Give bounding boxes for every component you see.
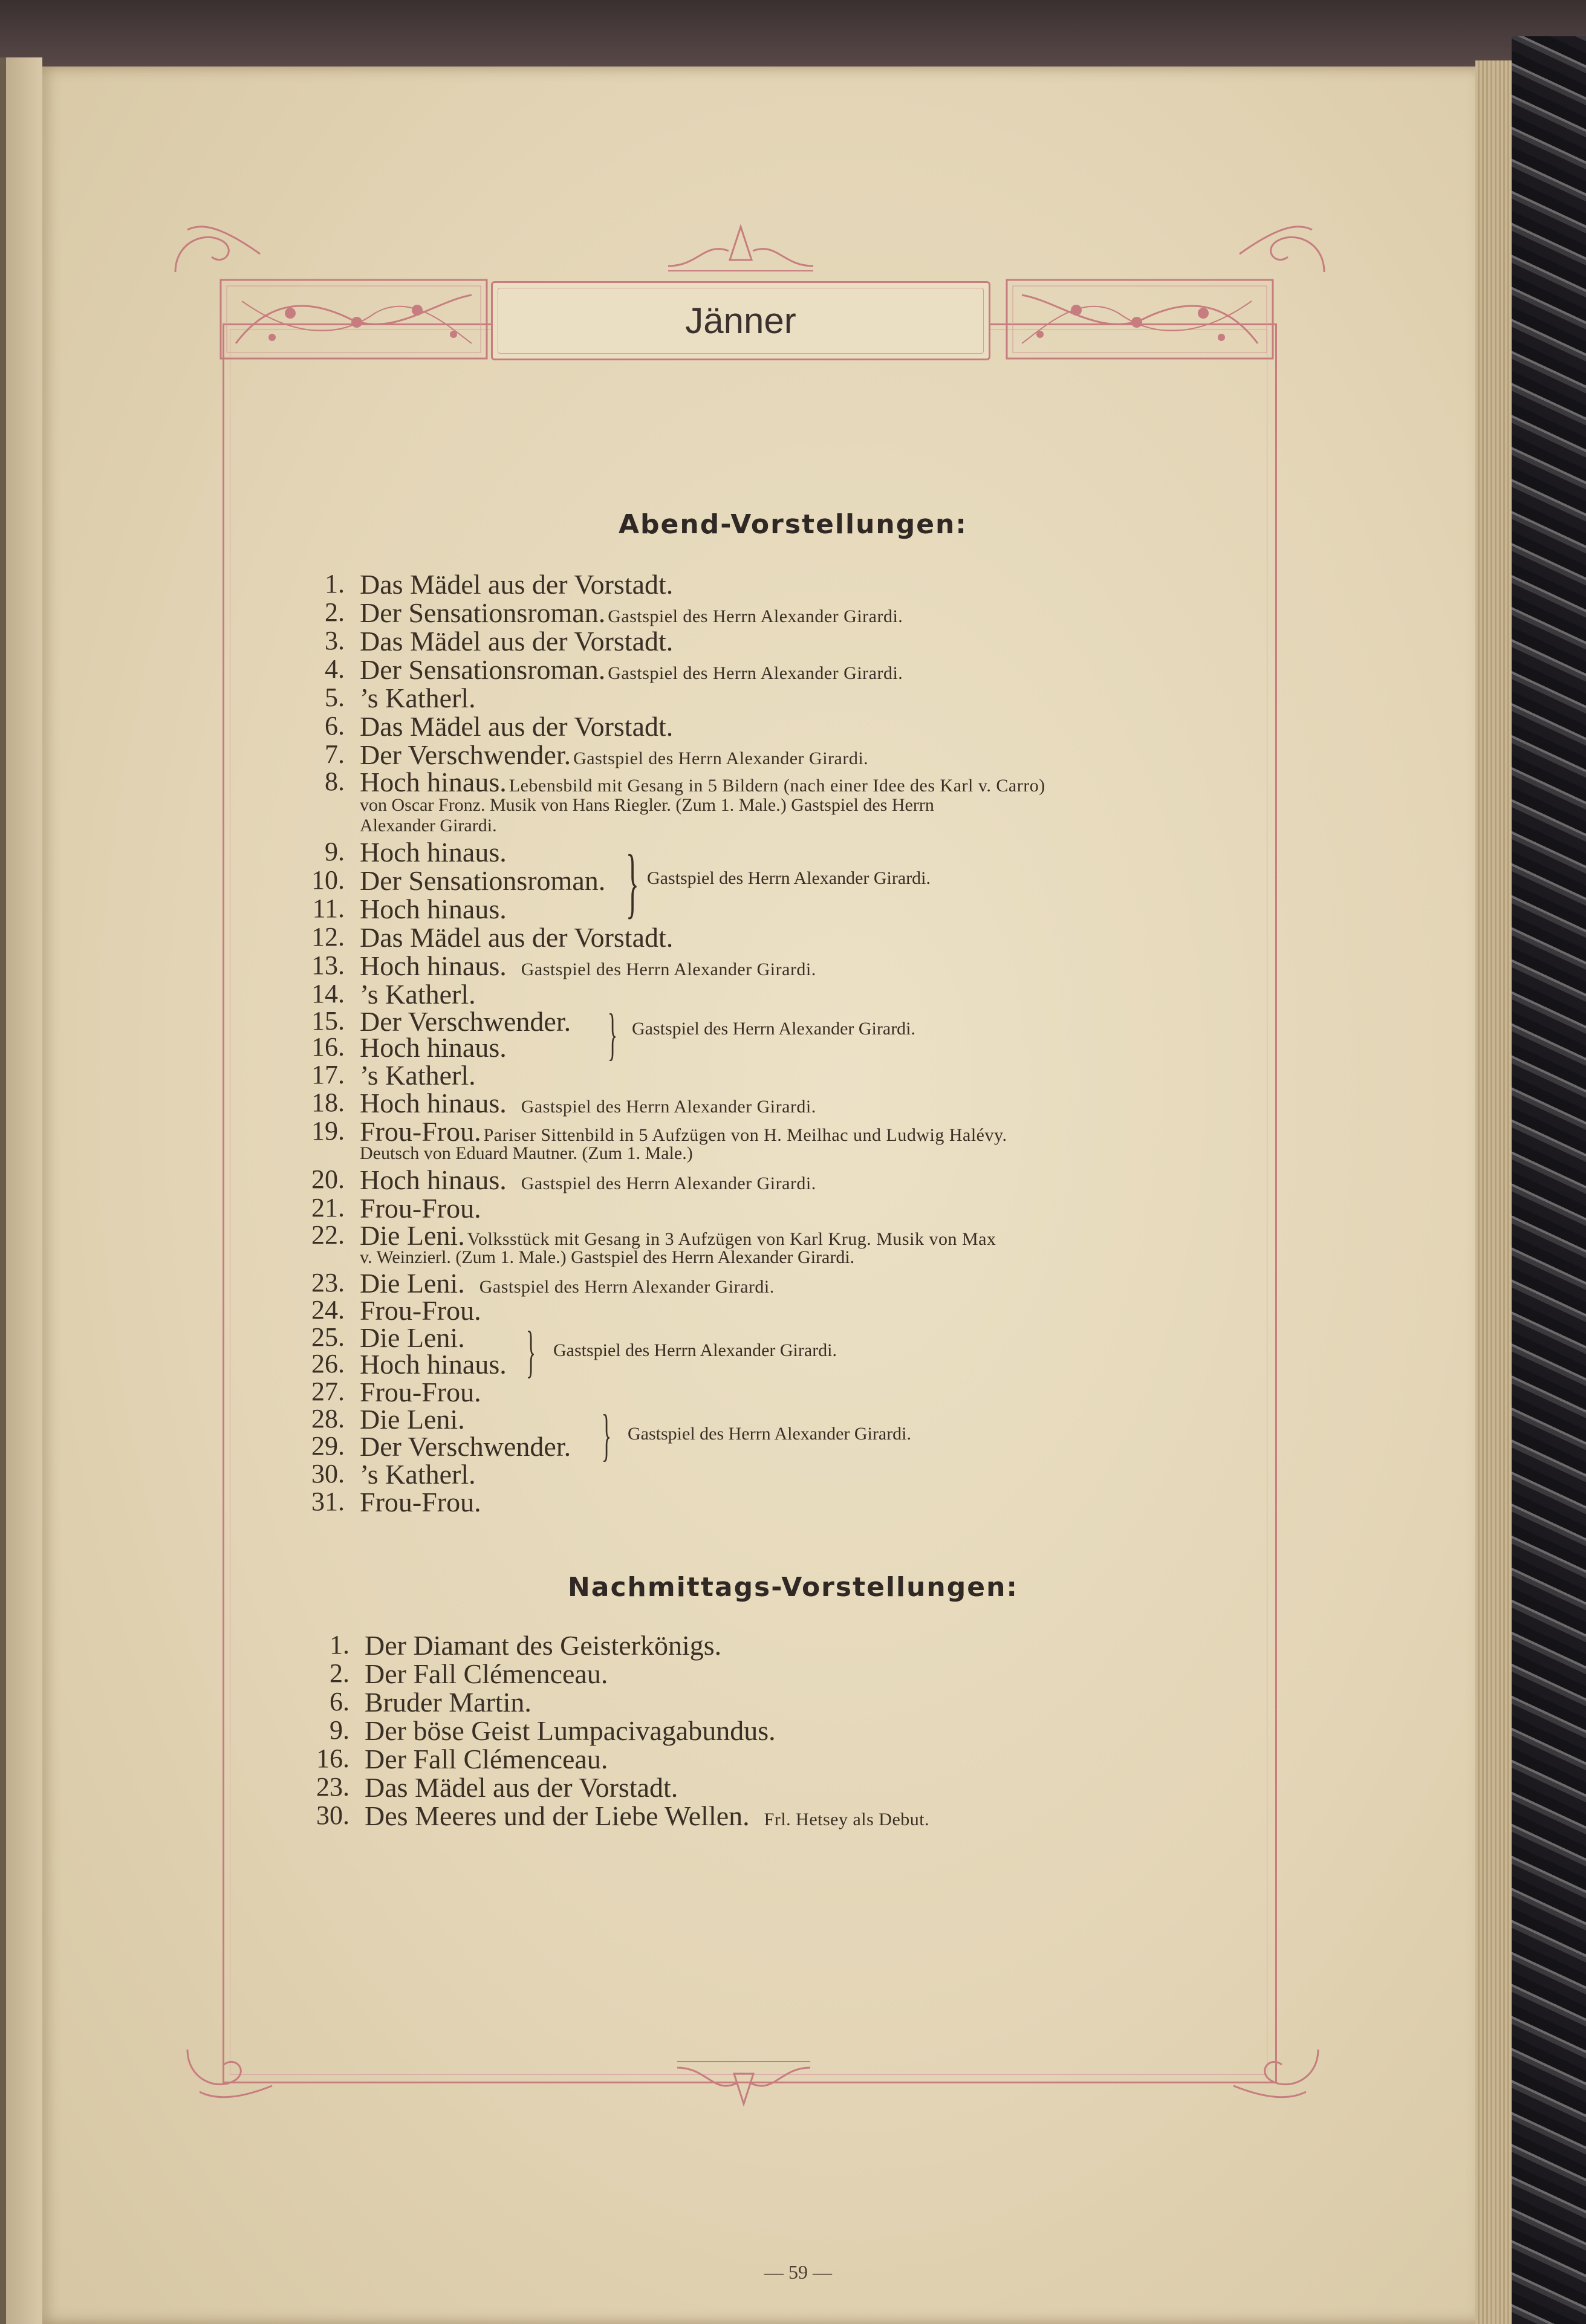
group-note-25-26: Gastspiel des Herrn Alexander Girardi. bbox=[553, 1340, 837, 1360]
corner-flourish-bottom-right bbox=[1227, 2043, 1324, 2104]
corner-flourish-bottom-left bbox=[181, 2043, 278, 2104]
book-top-edge bbox=[0, 0, 1586, 73]
corner-flourish-top-left bbox=[169, 218, 266, 278]
facing-page-shadow bbox=[0, 57, 6, 2324]
section-heading-evening: Abend-Vorstellungen: bbox=[619, 509, 967, 540]
group-note-9-11: Gastspiel des Herrn Alexander Girardi. bbox=[647, 868, 931, 888]
brace-group-9-11: } bbox=[626, 839, 639, 926]
group-note-15-16: Gastspiel des Herrn Alexander Girardi. bbox=[632, 1019, 916, 1039]
marbled-cover bbox=[1512, 36, 1586, 2324]
top-flourish-ornament bbox=[662, 224, 819, 275]
title-cartouche bbox=[491, 281, 990, 360]
group-note-28-29: Gastspiel des Herrn Alexander Girardi. bbox=[628, 1424, 912, 1444]
floral-ornament-left bbox=[218, 277, 490, 362]
corner-flourish-top-right bbox=[1233, 218, 1330, 278]
brace-group-28-29: } bbox=[602, 1403, 611, 1467]
page-number: — 59 — bbox=[764, 2261, 832, 2283]
facing-page-edge bbox=[0, 57, 42, 2324]
page-title: Jänner bbox=[685, 300, 796, 341]
brace-group-25-26: } bbox=[526, 1319, 536, 1383]
brace-group-15-16: } bbox=[608, 1002, 617, 1066]
bottom-flourish-ornament bbox=[671, 2053, 816, 2107]
floral-ornament-right bbox=[1004, 277, 1276, 362]
section-heading-afternoon: Nachmittags-Vorstellungen: bbox=[567, 1572, 1019, 1603]
